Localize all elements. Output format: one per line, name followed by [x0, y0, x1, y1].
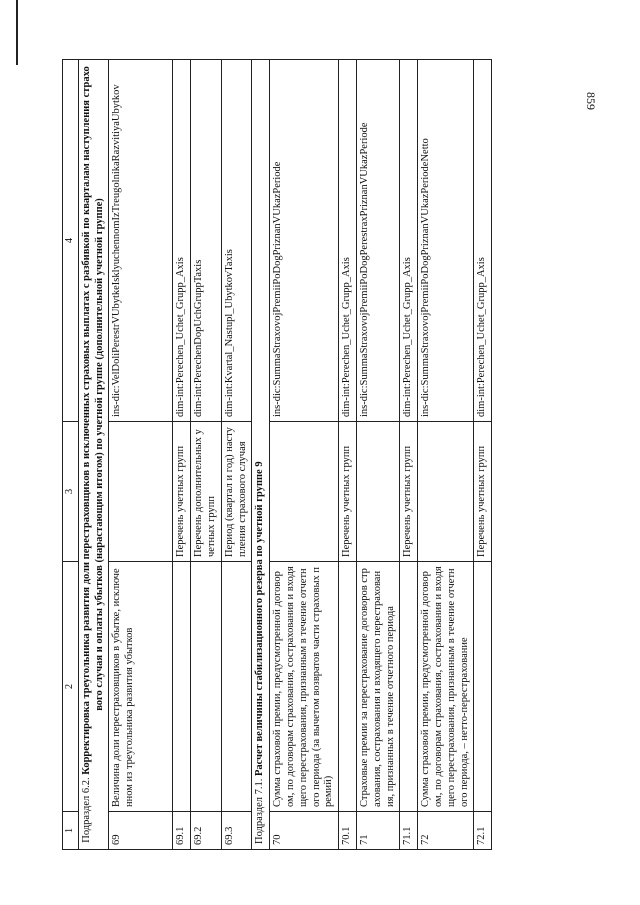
header-col-1: 1: [63, 812, 79, 850]
section-6-2-title: Корректировка треугольника развития доли перестраховщиков в исключенных страховых выплатах с разбивкой по кварталам наступления страхового случая и оплаты убытков (нарастающим итогом) по учетной группе (дополнительной учетной группе): [80, 66, 105, 775]
row-dimension: Перечень учетных групп: [173, 422, 191, 562]
table-row: [270, 60, 339, 850]
row-code: dim-int:Perechen_Uchet_Grupp_Axis: [339, 60, 357, 422]
section-7-1-prefix: Подраздел 7.1.: [254, 778, 266, 844]
row-description: [191, 562, 222, 812]
row-description: [474, 562, 492, 812]
row-description: [221, 562, 252, 812]
column-number-header: [63, 60, 79, 850]
row-code: ins-dic:SummaStraxovojPremiiPoDogPerestraxPriznanVUkazPeriode: [356, 60, 399, 422]
row-number: 69.2: [191, 812, 222, 850]
table-row: [474, 60, 492, 850]
table-row: [109, 60, 173, 850]
table-row: [191, 60, 222, 850]
row-description: [400, 562, 418, 812]
row-description: [173, 562, 191, 812]
section-7-1-title: Расчет величины стабилизационного резерва по учетной группе 9: [254, 461, 266, 777]
row-code: ins-dic:SummaStraxovojPremiiPoDogPriznanVUkazPeriode: [270, 60, 339, 422]
report-structure-table: [62, 59, 492, 850]
row-code: ins-dic:VelDoliPerestrVUbytkeIsklyuchennomIzTreugolnikaRazvitiyaUbytkov: [109, 60, 173, 422]
left-margin-rule: [16, 0, 18, 65]
row-description: Величина доли перестраховщиков в убытке, исключенном из треугольника развития убытков: [109, 562, 173, 812]
section-heading-6-2: [78, 60, 109, 850]
section-row-6-2: [78, 60, 109, 850]
row-number: 71: [356, 812, 399, 850]
table-row: [400, 60, 418, 850]
row-description: [339, 562, 357, 812]
table-row: [173, 60, 191, 850]
section-heading-7-1: [252, 60, 270, 850]
row-description: Сумма страховой премии, предусмотренной договором, по договорам страхования, сострахования и входящего перестрахования, признанным в течение отчетного периода, – нетто-перестрахование: [418, 562, 474, 812]
row-code: dim-int:Perechen_Uchet_Grupp_Axis: [474, 60, 492, 422]
table-row: [418, 60, 474, 850]
row-dimension: Перечень учетных групп: [400, 422, 418, 562]
row-number: 70: [270, 812, 339, 850]
row-description: Страховые премии за перестрахование договоров страхования, сострахования и входящего перестрахования, признанных в течение отчетного периода: [356, 562, 399, 812]
row-code: dim-int:Perechen_Uchet_Grupp_Axis: [173, 60, 191, 422]
row-code: ins-dic:SummaStraxovojPremiiPoDogPriznanVUkazPeriodeNetto: [418, 60, 474, 422]
row-code: dim-int:Perechen_Uchet_Grupp_Axis: [400, 60, 418, 422]
row-dimension: [109, 422, 173, 562]
table-row: [221, 60, 252, 850]
row-code: dim-int:PerechenDopUchGruppTaxis: [191, 60, 222, 422]
table-row: [339, 60, 357, 850]
row-dimension: [356, 422, 399, 562]
row-number: 71.1: [400, 812, 418, 850]
row-number: 72: [418, 812, 474, 850]
row-dimension: Период (квартал и год) наступления страхового случая: [221, 422, 252, 562]
row-number: 69.3: [221, 812, 252, 850]
row-number: 70.1: [339, 812, 357, 850]
row-dimension: Перечень учетных групп: [339, 422, 357, 562]
header-col-2: 2: [63, 562, 79, 812]
row-dimension: [418, 422, 474, 562]
page-number: 859: [584, 92, 598, 110]
header-col-4: 4: [63, 60, 79, 422]
row-number: 72.1: [474, 812, 492, 850]
table-row: [356, 60, 399, 850]
row-number: 69.1: [173, 812, 191, 850]
row-dimension: Перечень учетных групп: [474, 422, 492, 562]
row-description: Сумма страховой премии, предусмотренной договором, по договорам страхования, сострахования и входящего перестрахования, признанным в течение отчетного периода (за вычетом возвратов части страховых премий): [270, 562, 339, 812]
header-col-3: 3: [63, 422, 79, 562]
row-dimension: [270, 422, 339, 562]
section-6-2-prefix: Подраздел 6.2.: [80, 777, 92, 843]
row-number: 69: [109, 812, 173, 850]
rotated-page-content: [62, 60, 546, 850]
row-code: dim-int:Kvartal_Nastupl_UbytkovTaxis: [221, 60, 252, 422]
row-dimension: Перечень дополнительных учетных групп: [191, 422, 222, 562]
section-row-7-1: [252, 60, 270, 850]
